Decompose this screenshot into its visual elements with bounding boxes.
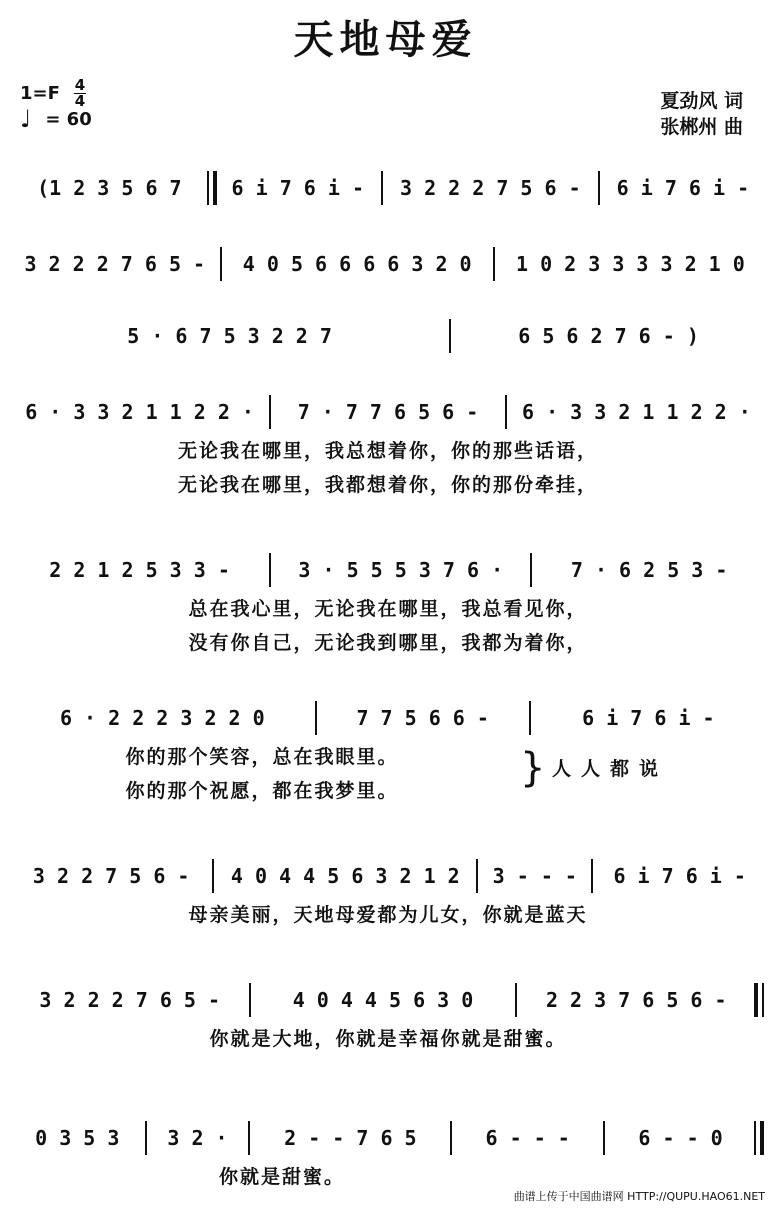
lyric-line: 没有你自己，无论我到哪里，我都为着你， (188, 631, 588, 654)
lyric-line: 你的那个笑容，总在我眼里。 (125, 745, 399, 768)
composer: 张郴州 曲 (660, 116, 743, 138)
measure: 0 3 5 3 (35, 1126, 120, 1150)
time-signature: 4 4 (74, 75, 86, 110)
score-system-8 (12, 980, 764, 1054)
lyric-brace: } (520, 745, 546, 791)
measure: 2 - - 7 6 5 (284, 1126, 417, 1150)
measure: 6 i 7 6 i - (616, 176, 750, 200)
measure: 5 · 6 7 5 3 2 2 7 (127, 324, 332, 348)
lyric-line: 你的那个祝愿，都在我梦里。 (125, 779, 399, 802)
lyric-line: 母亲美丽，天地母爱都为儿女，你就是蓝天 (188, 903, 588, 926)
key-signature: 1=F (20, 82, 60, 104)
measure: 2 2 1 2 5 3 3 - (49, 558, 230, 582)
lyric-line: 无论我在哪里，我都想着你，你的那份牵挂， (177, 473, 598, 496)
quarter-note-icon: ♩ (20, 105, 32, 133)
measure: 3 2 2 2 7 6 5 - (24, 252, 206, 276)
measure: 7 · 6 2 5 3 - (570, 558, 728, 582)
measure: 3 - - - (492, 864, 577, 888)
measure: 2 2 3 7 6 5 6 - (545, 988, 727, 1012)
measure: 3 2 2 7 5 6 - (32, 864, 190, 888)
measure: 7 7 5 6 6 - (356, 706, 489, 730)
measure: 7 · 7 7 6 5 6 - (297, 400, 479, 424)
final-barline (754, 1121, 764, 1155)
measure: 6 i 7 6 i - (231, 176, 364, 200)
lyric-line: 无论我在哪里，我总想着你，你的那些话语， (177, 439, 598, 462)
score-system-1 (12, 168, 764, 208)
lyric-line: 总在我心里，无论我在哪里，我总看见你， (188, 597, 588, 620)
measure: 6 5 6 2 7 6 - ) (518, 324, 699, 348)
measure: 4 0 4 4 5 6 3 2 1 2 (230, 864, 460, 888)
score-system-3 (12, 316, 764, 356)
repeat-end (754, 983, 764, 1017)
measure: 4 0 5 6 6 6 6 3 2 0 (242, 252, 472, 276)
measure: 3 2 · (167, 1126, 228, 1150)
lyric-shared: 人人都说 (552, 758, 669, 780)
measure: 3 · 5 5 5 3 7 6 · (298, 558, 504, 582)
measure: 6 · 3 3 2 1 1 2 2 · (25, 400, 254, 424)
score-system-2 (12, 244, 764, 284)
score-system-4 (12, 392, 764, 500)
score-system-5 (12, 550, 764, 658)
measure: 3 2 2 2 7 6 5 - (39, 988, 221, 1012)
footer-watermark: 曲谱上传于中国曲谱网 HTTP://QUPU.HAO61.NET (513, 1190, 765, 1203)
score-system-9 (12, 1118, 764, 1192)
score-system-7 (12, 856, 764, 930)
measure: 3 2 2 2 7 5 6 - (400, 176, 581, 200)
measure: 6 i 7 6 i - (582, 706, 715, 730)
lyric-line: 你就是甜蜜。 (218, 1165, 345, 1188)
measure: 6 · 2 2 2 3 2 2 0 (59, 706, 265, 730)
measure: 1 0 2 3 3 3 3 2 1 0 (516, 252, 745, 276)
score-system-6 (12, 698, 764, 806)
credits (660, 86, 743, 138)
lyric-line: 你就是大地，你就是幸福你就是甜蜜。 (209, 1027, 567, 1050)
measure: 6 i 7 6 i - (613, 864, 746, 888)
song-meta (20, 75, 92, 133)
measure: (1 2 3 5 6 7 (37, 176, 182, 200)
song-title: 天地母爱 (293, 17, 478, 63)
repeat-start (207, 171, 217, 205)
lyricist: 夏劲风 词 (660, 90, 743, 112)
measure: 4 0 4 4 5 6 3 0 (292, 988, 474, 1012)
measure: 6 · 3 3 2 1 1 2 2 · (522, 400, 751, 424)
measure: 6 - - 0 (638, 1126, 723, 1150)
tempo: = 60 (45, 108, 92, 130)
measure: 6 - - - (485, 1126, 570, 1150)
